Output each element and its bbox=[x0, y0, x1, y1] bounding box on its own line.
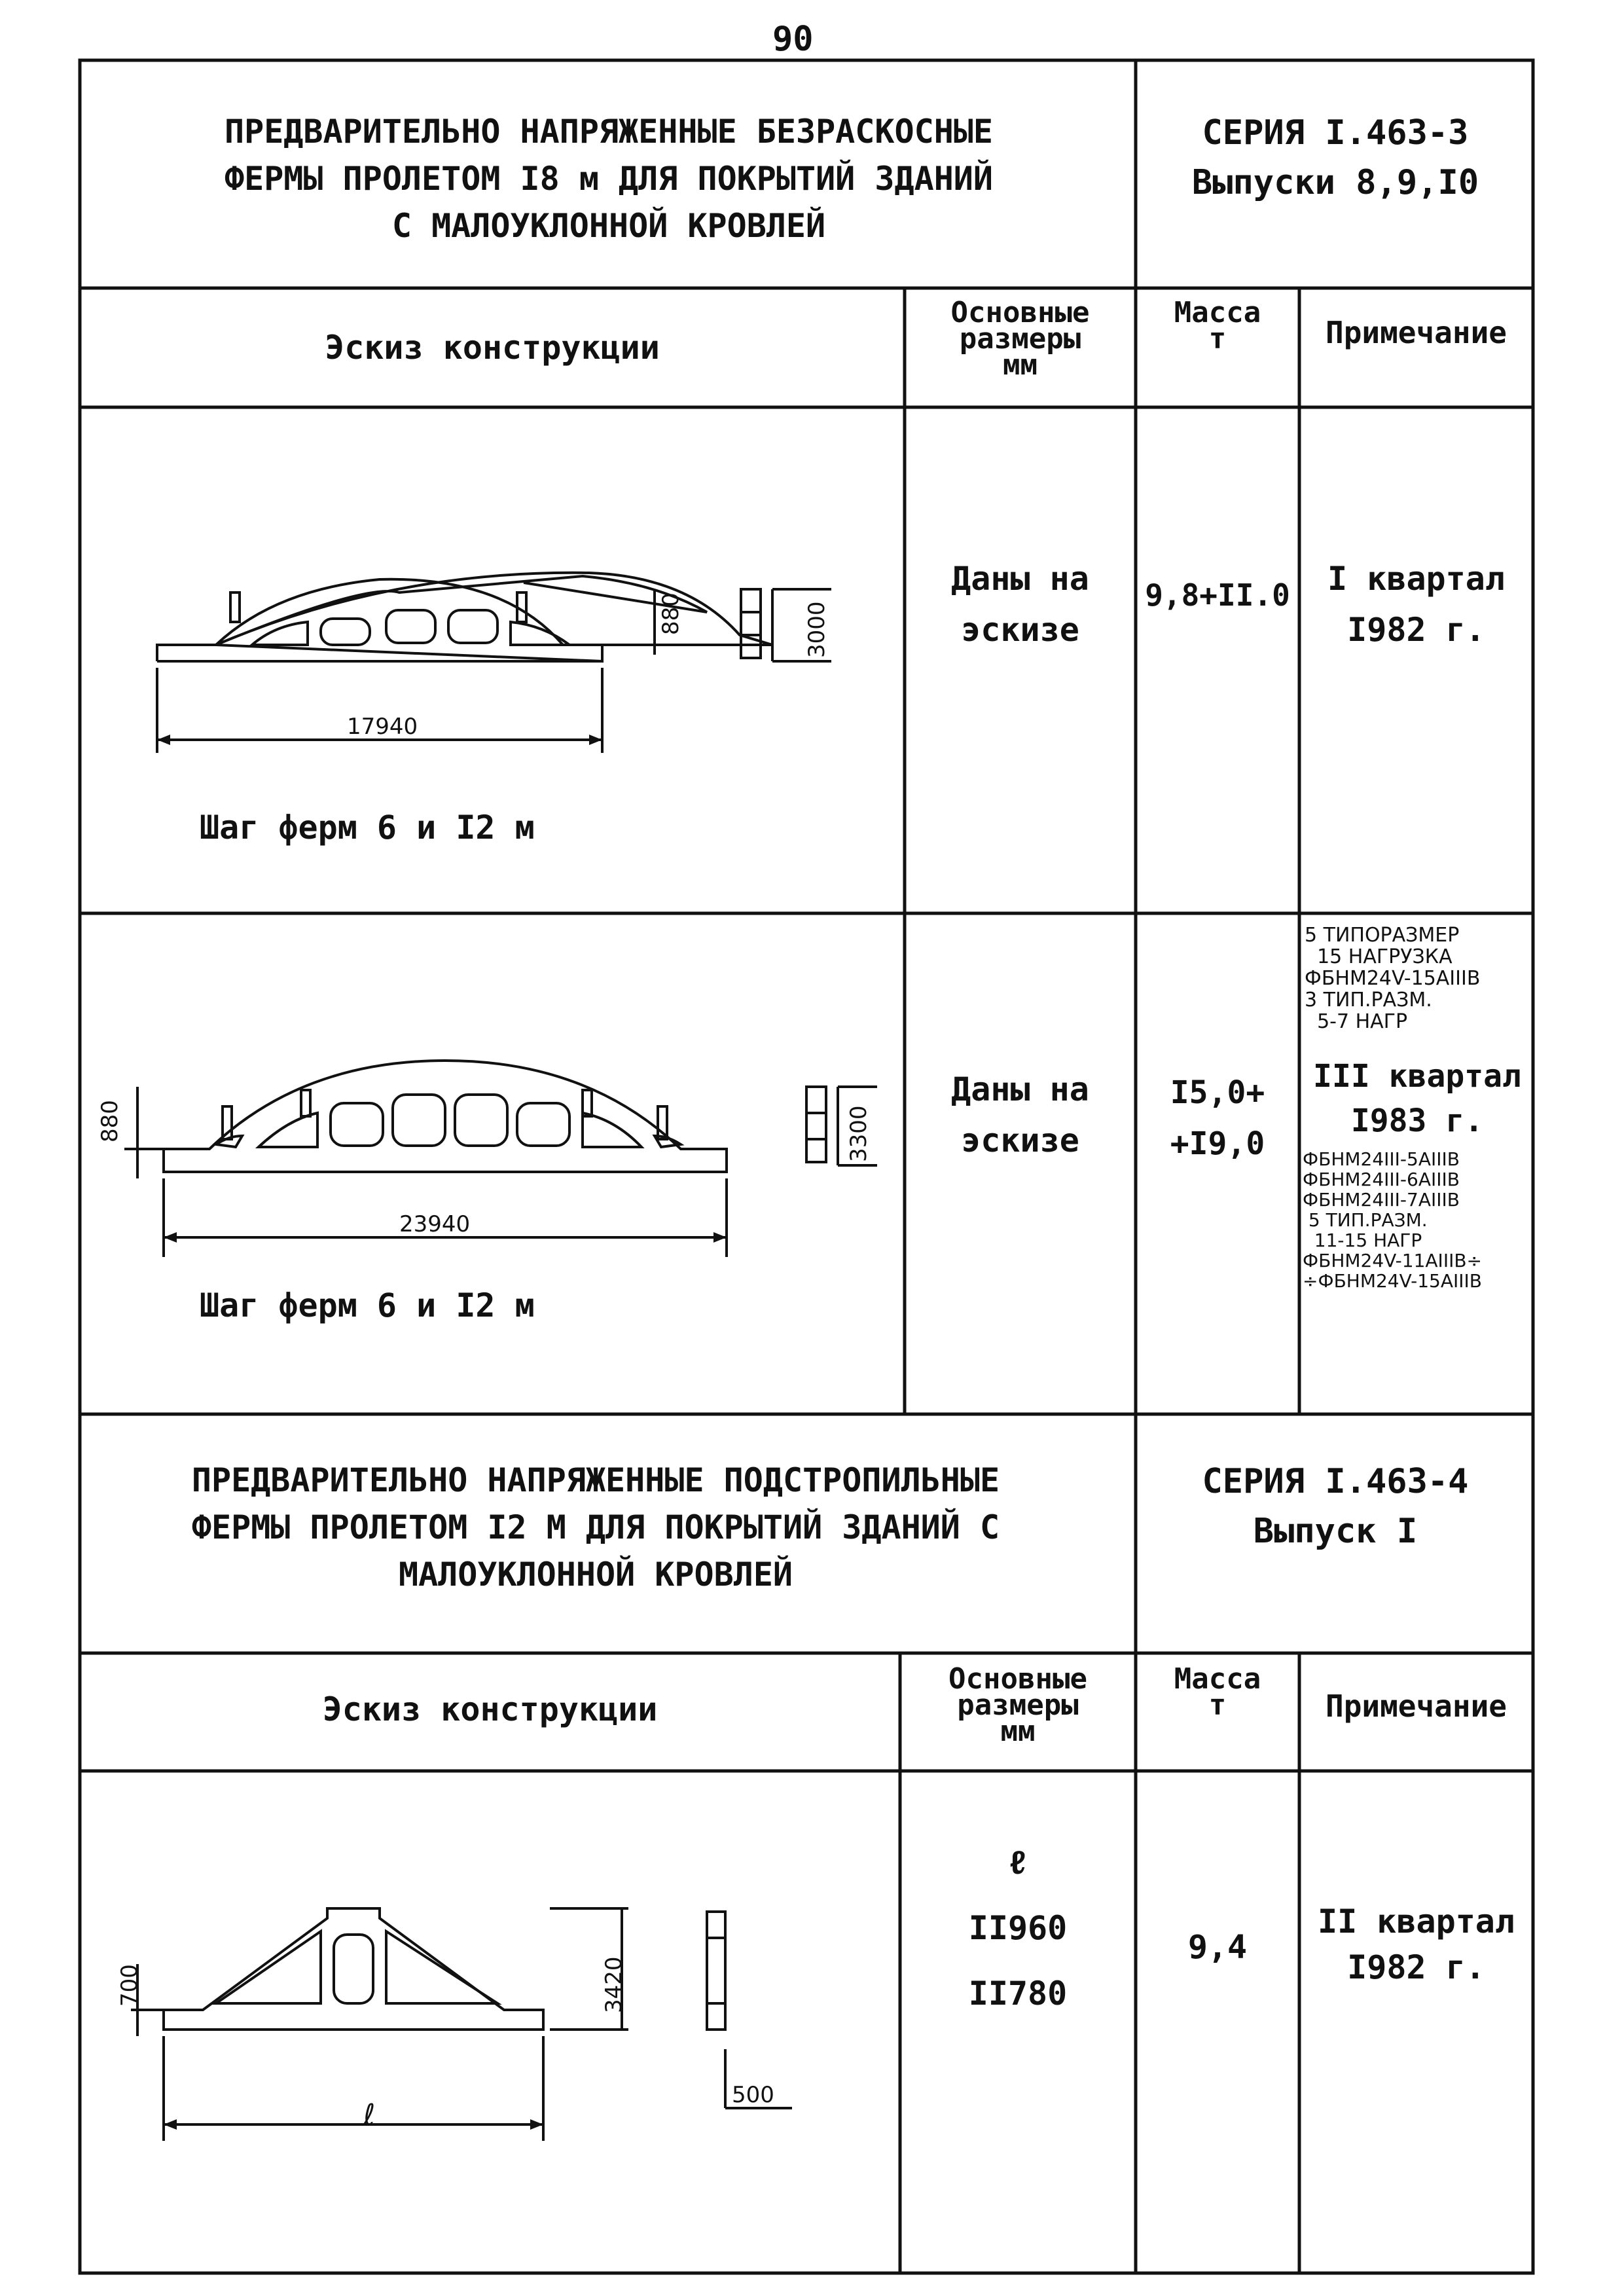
header-mass-line: т bbox=[1208, 322, 1227, 355]
truss-step: Шаг ферм 6 и I2 м bbox=[200, 1286, 535, 1324]
section2-title-line: МАЛОУКЛОННОЙ КРОВЛЕЙ bbox=[398, 1556, 793, 1594]
truss-step: Шаг ферм 6 и I2 м bbox=[200, 809, 535, 847]
section2-title-line: ПРЕДВАРИТЕЛЬНО НАПРЯЖЕННЫЕ ПОДСТРОПИЛЬНЫЕ bbox=[191, 1461, 1000, 1499]
section1-title-line: ФЕРМЫ ПРОЛЕТОМ I8 м ДЛЯ ПОКРЫТИЙ ЗДАНИЙ bbox=[225, 160, 993, 198]
row2-dims-line: Даны на bbox=[951, 1070, 1089, 1108]
row2-mass-line: +I9,0 bbox=[1170, 1125, 1265, 1162]
row3-note bbox=[1299, 1899, 1533, 1990]
row2-mass-line: I5,0+ bbox=[1170, 1074, 1265, 1111]
series-issues: Выпуски 8,9,I0 bbox=[1191, 163, 1479, 202]
section1-title-line: С МАЛОУКЛОННОЙ КРОВЛЕЙ bbox=[391, 207, 826, 245]
row3-dims-line: ℓ bbox=[1007, 1844, 1028, 1882]
header-mass-line: Масса bbox=[1174, 1662, 1261, 1696]
row3-note-line: I982 г. bbox=[1347, 1948, 1485, 1986]
span-label: ℓ bbox=[363, 2098, 376, 2132]
header-sketch: Эскиз конструкции bbox=[325, 329, 660, 367]
span-label: 17940 bbox=[347, 714, 418, 740]
page-number: 90 bbox=[772, 20, 814, 59]
total-height-label: 3420 bbox=[601, 1956, 627, 2013]
height-label: 880 bbox=[658, 592, 684, 635]
header-dims-line: размеры bbox=[957, 1688, 1079, 1722]
row3-mass: 9,4 bbox=[1187, 1928, 1248, 1966]
row2-dims-line: эскизе bbox=[961, 1121, 1079, 1159]
section2-title-line: ФЕРМЫ ПРОЛЕТОМ I2 М ДЛЯ ПОКРЫТИЙ ЗДАНИЙ С bbox=[191, 1508, 1000, 1546]
series-number: СЕРИЯ I.463-4 bbox=[1202, 1462, 1469, 1501]
header-dims-line: Основные bbox=[950, 296, 1090, 329]
row3-dims bbox=[900, 1830, 1136, 2026]
header-dims-line: мм bbox=[1000, 1715, 1036, 1748]
span-label: 23940 bbox=[399, 1211, 471, 1237]
section-label: 3300 bbox=[846, 1105, 872, 1162]
header-mass-line: т bbox=[1208, 1688, 1227, 1722]
row1-dims-line: Даны на bbox=[951, 560, 1089, 598]
section1-title-line: ПРЕДВАРИТЕЛЬНО НАПРЯЖЕННЫЕ БЕЗРАСКОСНЫЕ bbox=[225, 113, 993, 151]
row3-dims-line: II780 bbox=[968, 1975, 1068, 2013]
row2-note-handwritten-top: 5 ТИПОРАЗМЕР 15 НАГРУЗКА ФБНМ24V-15AIIIB 3 ТИП.РАЗМ. 5-7 НАГР bbox=[1305, 924, 1481, 1033]
section-label: 3000 bbox=[804, 601, 830, 658]
series-number: СЕРИЯ I.463-3 bbox=[1202, 113, 1469, 153]
row3-note-line: II квартал bbox=[1317, 1903, 1515, 1941]
header-mass-line: Масса bbox=[1174, 296, 1261, 329]
height-label: 880 bbox=[97, 1100, 123, 1142]
header-note: Примечание bbox=[1326, 1688, 1507, 1724]
row3-dims-line: II960 bbox=[968, 1909, 1068, 1947]
height-label: 700 bbox=[117, 1964, 143, 2007]
row1-dims-line: эскизе bbox=[961, 611, 1079, 649]
header-dims-line: мм bbox=[1003, 348, 1038, 382]
row2-note-handwritten-bottom: ФБНМ24III-5AIIIB ФБНМ24III-6AIIIB ФБНМ24III-7AIIIB 5 ТИП.РАЗМ. 11-15 НАГР ФБНМ24V-11AIIIB÷ ÷ФБНМ24V-15AIIIB bbox=[1303, 1148, 1482, 1292]
header-note: Примечание bbox=[1326, 315, 1507, 350]
header-dims-line: размеры bbox=[959, 322, 1081, 355]
header-dims-line: Основные bbox=[948, 1662, 1087, 1696]
series-issue: Выпуск I bbox=[1253, 1512, 1418, 1551]
row2-note-line: III квартал bbox=[1313, 1058, 1521, 1095]
header-sketch: Эскиз конструкции bbox=[322, 1690, 658, 1728]
row1-note-line: I квартал bbox=[1327, 560, 1505, 598]
section-label: 500 bbox=[732, 2082, 774, 2108]
row1-note-line: I982 г. bbox=[1347, 611, 1485, 649]
row1-mass: 9,8+II.0 bbox=[1145, 577, 1290, 613]
row2-note-line: I983 г. bbox=[1350, 1102, 1484, 1139]
